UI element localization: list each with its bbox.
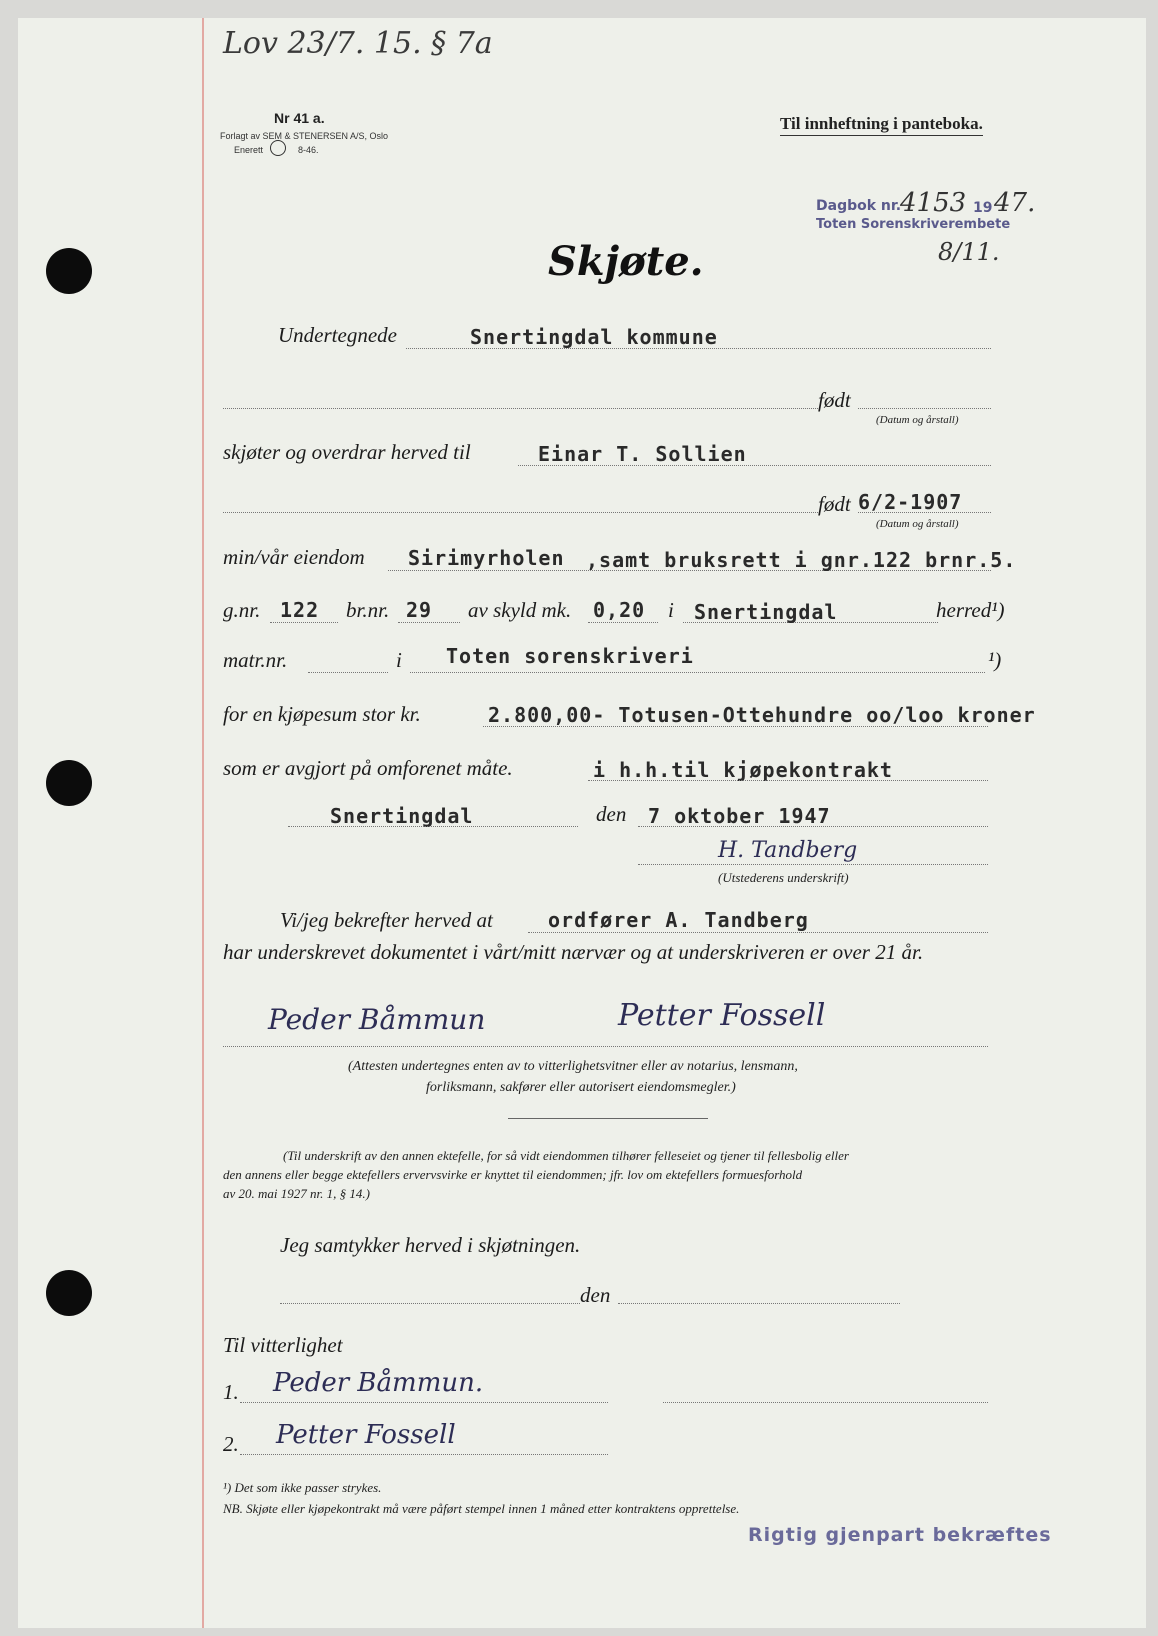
footnote-mark: ¹) <box>988 648 1002 672</box>
signer-name: ordfører A. Tandberg <box>548 908 809 932</box>
property-extra: ,samt bruksrett i gnr.122 brnr.5. <box>586 548 1017 572</box>
attach-note: Til innheftning i panteboka. <box>780 114 983 136</box>
footnote-1: ¹) Det som ikke passer strykes. <box>223 1480 382 1495</box>
settled-label: som er avgjort på omforenet måte. <box>223 756 513 780</box>
publisher-logo-icon <box>270 140 286 156</box>
buyer-name: Einar T. Sollien <box>538 442 747 466</box>
issuer-label: (Utstederens underskrift) <box>718 870 849 885</box>
matr-i-label: i <box>396 648 402 672</box>
margin-line <box>202 18 204 1628</box>
punch-hole <box>46 760 92 806</box>
confirm-label: Vi/jeg bekrefter herved at <box>280 908 493 932</box>
dotted-line <box>638 826 988 827</box>
witness-number-1: 1. <box>223 1380 239 1404</box>
consent-text: Jeg samtykker herved i skjøtningen. <box>280 1233 581 1257</box>
document-title: Skjøte. <box>548 238 704 285</box>
stamp-date: 8/11. <box>938 238 1000 266</box>
issuer-signature: H. Tandberg <box>718 838 858 863</box>
seller-name: Snertingdal kommune <box>470 325 718 349</box>
dotted-line <box>223 408 818 409</box>
witness-heading: Til vitterlighet <box>223 1333 343 1357</box>
court-name: Toten sorenskriveri <box>446 644 694 668</box>
witness-signature-2: Petter Fossell <box>276 1420 456 1450</box>
dotted-line <box>398 622 460 623</box>
dotted-line <box>638 864 988 865</box>
dotted-line <box>588 780 988 781</box>
price-label: for en kjøpesum stor kr. <box>223 702 421 726</box>
dagbok-label: Dagbok nr. <box>816 198 902 214</box>
dotted-line <box>240 1402 608 1403</box>
document-page <box>18 18 1146 1628</box>
punch-hole <box>46 1270 92 1316</box>
gnr-value: 122 <box>280 598 320 622</box>
settled-value: i h.h.til kjøpekontrakt <box>593 758 893 782</box>
publisher-enerett: Enerett <box>234 145 264 155</box>
publisher-line: Forlagt av SEM & STENERSEN A/S, Oslo <box>220 131 389 141</box>
stamp-year-suffix: 47. <box>994 188 1036 218</box>
witness-signature-1: Peder Båmmun. <box>273 1368 484 1398</box>
matr-label: matr.nr. <box>223 648 288 672</box>
dotted-line <box>240 1454 608 1455</box>
dotted-line <box>858 408 991 409</box>
handwritten-reference: Lov 23/7. 15. § 7a <box>223 26 493 61</box>
dotted-line <box>483 726 988 727</box>
gnr-label: g.nr. <box>223 598 261 622</box>
dotted-line <box>410 672 985 673</box>
skyld-label: av skyld mk. <box>468 598 572 622</box>
brnr-value: 29 <box>406 598 433 622</box>
witness2-signature: Petter Fossell <box>618 998 826 1033</box>
date-value: 7 oktober 1947 <box>648 804 831 828</box>
witness1-signature: Peder Båmmun <box>268 1003 486 1036</box>
fodt-label: født <box>818 492 851 516</box>
spouse-note-3: av 20. mai 1927 nr. 1, § 14.) <box>223 1186 370 1201</box>
footnote-2: NB. Skjøte eller kjøpekontrakt må være påført stempel innen 1 måned etter kontraktens opprettelse. <box>223 1501 740 1516</box>
fodt-label: født <box>818 388 851 412</box>
form-number: Nr 41 a. <box>274 110 325 126</box>
dotted-line <box>618 1303 900 1304</box>
dotted-line <box>663 1402 988 1403</box>
dotted-line <box>223 1046 988 1047</box>
brnr-label: br.nr. <box>346 598 390 622</box>
confirm-line2: har underskrevet dokumentet i vårt/mitt nærvær og at underskriveren er over 21 år. <box>223 940 924 964</box>
spouse-note-2: den annens eller begge ektefellers ervervsvirke er knyttet til eiendommen; jfr. lov om ektefellers formuesforhold <box>223 1167 803 1182</box>
dagbok-number: 4153 <box>900 188 967 218</box>
price-value: 2.800,00- Totusen-Ottehundre oo/loo kroner <box>488 703 1036 727</box>
datum-hint: (Datum og årstall) <box>876 518 959 530</box>
publisher-date: 8-46. <box>298 145 319 155</box>
attest-note-2: forliksmann, sakfører eller autorisert eiendomsmegler.) <box>426 1080 736 1095</box>
place-value: Snertingdal <box>330 804 474 828</box>
attest-note-1: (Attesten undertegnes enten av to vitterlighetsvitner eller av notarius, lensmann, <box>348 1059 798 1074</box>
dotted-line <box>270 622 338 623</box>
herred-name: Snertingdal <box>694 600 838 624</box>
dotted-line <box>308 672 388 673</box>
buyer-birthdate: 6/2-1907 <box>858 490 963 514</box>
undertegnede-label: Undertegnede <box>278 323 397 347</box>
skyld-value: 0,20 <box>593 598 646 622</box>
datum-hint: (Datum og årstall) <box>876 414 959 426</box>
stamp-office: Toten Sorenskriverembete <box>816 217 1011 232</box>
dotted-line <box>858 512 991 513</box>
dotted-line <box>588 622 658 623</box>
dotted-line <box>528 932 988 933</box>
separator <box>508 1118 708 1119</box>
eiendom-label: min/vår eiendom <box>223 545 365 569</box>
transfer-label: skjøter og overdrar herved til <box>223 440 471 464</box>
den-label: den <box>596 802 627 826</box>
dotted-line <box>288 826 578 827</box>
spouse-den-label: den <box>580 1283 611 1307</box>
dotted-line <box>280 1303 580 1304</box>
witness-number-2: 2. <box>223 1432 239 1456</box>
herred-label: herred¹) <box>936 598 1005 622</box>
copy-stamp: Rigtig gjenpart bekræftes <box>748 1524 1052 1546</box>
property-name: Sirimyrholen <box>408 546 565 570</box>
i-label: i <box>668 598 674 622</box>
punch-hole <box>46 248 92 294</box>
dotted-line <box>223 512 818 513</box>
stamp-year-prefix: 19 <box>973 200 993 216</box>
spouse-note-1: (Til underskrift av den annen ektefelle, for så vidt eiendommen tilhører felleseiet og tjener til fellesbolig eller <box>283 1148 849 1163</box>
